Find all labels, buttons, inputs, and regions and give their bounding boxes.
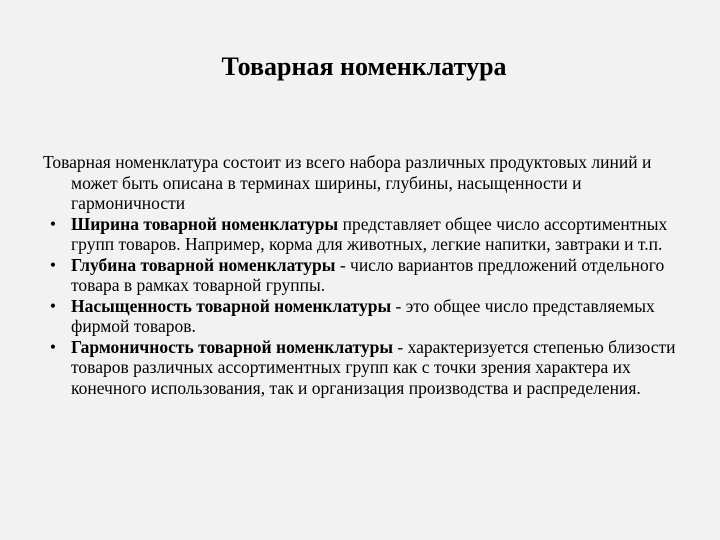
bullet-item-depth <box>43 255 683 296</box>
bullet-icon: • <box>49 213 57 234</box>
bullet-term: Ширина товарной номенклатуры <box>71 213 339 234</box>
bullet-text: представляет общее число ассортиментных групп товаров. Например, корма для животных, легкие напитки, завтраки и т.п. <box>71 213 668 254</box>
intro-paragraph: Товарная номенклатура состоит из всего набора различных продуктовых линий и может быть описана в терминах ширины, глубины, насыщенности и гармоничности <box>43 152 652 213</box>
bullet-icon: • <box>49 295 57 316</box>
slide-title: Товарная номенклатура <box>221 52 507 81</box>
bullet-term: Насыщенность товарной номенклатуры <box>71 295 392 316</box>
bullet-item-harmony <box>43 337 683 399</box>
bullet-text: - число вариантов предложений отдельного товара в рамках товарной группы. <box>71 254 665 295</box>
bullet-item-width <box>43 214 683 255</box>
bullet-item-saturation <box>43 296 683 337</box>
bullet-list <box>43 214 683 399</box>
bullet-icon: • <box>49 254 57 275</box>
bullet-term: Глубина товарной номенклатуры <box>71 254 336 275</box>
bullet-icon: • <box>49 336 57 357</box>
bullet-term: Гармоничность товарной номенклатуры <box>71 336 393 357</box>
bullet-text: - характеризуется степенью близости товаров различных ассортиментных групп как с точки зрения характера их конечного использования, так и организация производства и распределения. <box>71 336 676 398</box>
slide-body <box>43 152 683 398</box>
bullet-text: - это общее число представляемых фирмой товаров. <box>71 295 655 336</box>
